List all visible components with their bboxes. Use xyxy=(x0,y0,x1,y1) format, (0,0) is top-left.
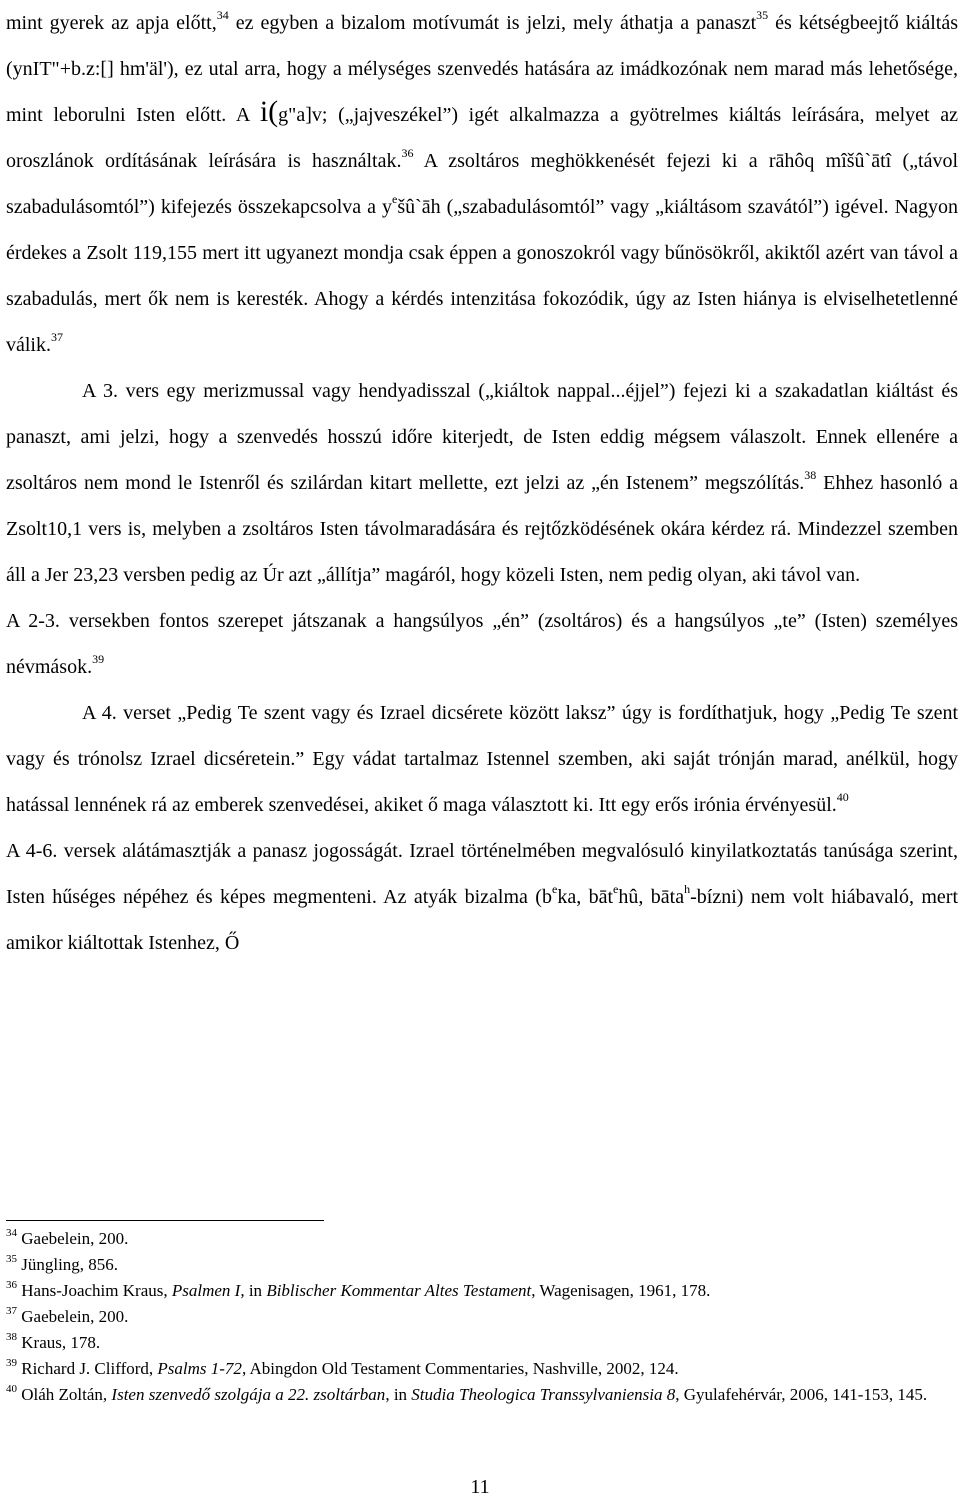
footnote-ref-35[interactable]: 35 xyxy=(756,8,769,22)
footnote-37: $^{37}$ Gaebelein, 200. xyxy=(6,1305,129,1326)
footnote-38: $^{38}$ Kraus, 178. xyxy=(6,1331,101,1352)
footnote-39: $^{39}$ Richard J. Clifford, Psalms 1-72, Abingdon Old Testament Commentaries, Nashville, 2002, 124. xyxy=(6,1357,679,1378)
footnote-36: $^{36}$ Hans-Joachim Kraus, Psalmen I, in Biblischer Kommentar Altes Testament, Wagenisagen, 1961, 178. xyxy=(6,1279,711,1300)
body-text xyxy=(6,0,958,966)
paragraph-5: A 4-6. versek alátámasztják a panasz jogosságát. Izrael történelmében megvalósuló kinyilatkoztatás tanúsága szerint, Isten hűséges népéhez és képes megmenteni. Az atyák bizalma ($b^eka$, bāt$^e$hû, bāta$^h$-bízni) nem volt hiábavaló, mert amikor kiáltottak Istenhez, Ő xyxy=(6,840,959,954)
footnote-ref-34[interactable]: 34 xyxy=(216,8,229,22)
superscript-e: e xyxy=(391,192,398,206)
footnote-separator xyxy=(6,1220,324,1221)
footnote-ref-38[interactable]: 38 xyxy=(804,468,817,482)
footnote-ref-40[interactable]: 40 xyxy=(836,790,849,804)
footnotes xyxy=(6,1226,958,1408)
paragraph-1: mint gyerek az apja előtt,$^{34}$ ez egyben a bizalom motívumát is jelzi, mely áthatja a panaszt$^{35}$ és kétségbeejtő kiáltás (ynIT"+b.z:[] hm'äl'), ez utal arra, hogy a mélységes szenvedés hatására az imádkozónak nem marad más lehetősége, mint leborulni Isten előtt. A i(g"a]v; („jajveszékel”) igét alkalmazza a gyötrelmes kiáltás leírására, melyet az oroszlánok ordításának leírására is használtak.$^{36}$ A zsoltáros meghökkenését fejezi ki a rāhôq mîšû`ātî („távol szabadulásomtól”) kifejezés összekapcsolva a $y^ešû`āh$ („szabadulásomtól” vagy „kiáltásom szavától”) igével. Nagyon érdekes a Zsolt 119,155 mert itt ugyanezt mondja csak éppen a gonoszokról vagy bűnösökről, akiktől azért van távol a szabadulás, mert ők nem is keresték. Ahogy a kérdés intenzitása fokozódik, úgy az Isten hiánya is elviselhetetlenné válik.$^{37}$ xyxy=(6,8,959,356)
paragraph-2: A 3. vers egy merizmussal vagy hendyadisszal („kiáltok nappal...éjjel”) fejezi ki a szakadatlan kiáltást és panaszt, ami jelzi, hogy a szenvedés hosszú időre kiterjedt, de Isten eddig mégsem válaszolt. Ennek ellenére a zsoltáros nem mond le Istenről és szilárdan kitart mellette, ezt jelzi az „én Istenem” megszólítás.$^{38}$ Ehhez hasonló a Zsolt10,1 vers is, melyben a zsoltáros Isten távolmaradására és rejtőzködésének okára kérdez rá. Mindezzel szemben áll a Jer 23,23 versben pedig az Úr azt „állítja” magáról, hogy közeli Isten, nem pedig olyan, aki távol van. xyxy=(6,380,958,586)
footnote-ref-39[interactable]: 39 xyxy=(92,652,105,666)
paragraph-3: A 2-3. versekben fontos szerepet játszanak a hangsúlyos „én” (zsoltáros) és a hangsúlyos „te” (Isten) személyes névmások.$^{39}$ xyxy=(6,610,958,678)
paragraph-4: A 4. verset „Pedig Te szent vagy és Izrael dicsérete között laksz” úgy is fordíthatjuk, hogy „Pedig Te szent vagy és trónolsz Izrael dicséretein.” Egy vádat tartalmaz Istennel szemben, aki saját trónján marad, anélkül, hogy hatással lennének rá az emberek szenvedései, akiket ő maga választott ki. Itt egy erős irónia érvényesül.$^{40}$ xyxy=(6,702,958,816)
superscript-h: h xyxy=(684,882,691,896)
superscript-e: e xyxy=(551,882,558,896)
footnote-34: $^{34}$ Gaebelein, 200. xyxy=(6,1227,129,1248)
footnote-40: $^{40}$ Oláh Zoltán, Isten szenvedő szolgája a 22. zsoltárban, in Studia Theologica Transsylvaniensia 8, Gyulafehérvár, 2006, 141-153, 145. xyxy=(6,1383,928,1404)
hebrew-glyph-large: i( xyxy=(259,95,279,128)
superscript-e: e xyxy=(613,882,619,896)
page-number: 11 xyxy=(470,1476,490,1498)
footnote-ref-36[interactable]: 36 xyxy=(401,146,414,160)
footnote-35: $^{35}$ Jüngling, 856. xyxy=(6,1253,119,1274)
footnote-ref-37[interactable]: 37 xyxy=(51,330,63,344)
